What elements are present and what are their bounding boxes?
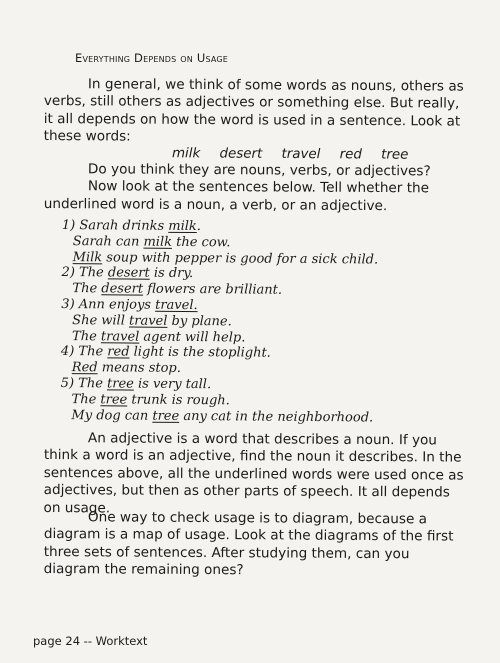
word-item: red [339, 147, 362, 163]
diagram-paragraph [44, 509, 470, 581]
word-item: travel [281, 146, 321, 163]
underlined-word: milk [143, 234, 173, 250]
underlined-word: red [107, 344, 130, 360]
word-item: desert [219, 146, 263, 162]
sentence: Milk soup with pepper is good for a sick child. [72, 249, 379, 268]
intro-paragraph [44, 76, 470, 148]
instruction-text: Now look at the sentences below. Tell whether the underlined word is a noun, a verb, or an adjective. [43, 178, 430, 214]
underlined-word: Red [71, 360, 98, 376]
section-heading: Everything Depends on Usage [75, 51, 229, 65]
underlined-word: milk [168, 218, 197, 235]
adjective-paragraph [43, 430, 470, 520]
underlined-word: Milk [72, 249, 103, 265]
sentence: 5) The tree is very tall. [60, 375, 212, 393]
sentence: 3) Ann enjoys travel. [61, 296, 198, 314]
sentence: My dog can tree any cat in the neighborhood. [71, 407, 374, 426]
underlined-word: travel [128, 313, 168, 329]
sentence: 4) The red light is the stoplight. [60, 344, 271, 362]
underlined-word: tree [100, 392, 128, 408]
underlined-word: desert [107, 265, 150, 282]
sentence: 1) Sarah drinks milk. [61, 218, 202, 235]
adjective-text: An adjective is a word that describes a noun. If you think a word is an adjective, find the noun it describes. In the sentences above, all the underlined words were used once as adjectives, but then as other parts of speech. It all depends on usage. [43, 430, 464, 517]
intro-text: In general, we think of some words as nouns, others as verbs, still others as adjectives or something else. But really, it all depends on how the word is used in a sentence. Look at these words: [43, 76, 464, 145]
sentence: The tree trunk is rough. [71, 391, 230, 409]
word-item: tree [381, 147, 409, 163]
sentence: 2) The desert is dry. [61, 265, 194, 282]
underlined-word: tree [152, 408, 180, 424]
word-item: milk [171, 146, 201, 162]
sentence: Sarah can milk the cow. [72, 233, 231, 251]
underlined-word: travel. [155, 297, 198, 314]
diagram-text: One way to check usage is to diagram, because a diagram is a map of usage. Look at the diagrams of the first three sets of sentences. After studying them, can you diagram the remaining ones? [43, 509, 454, 579]
word-list [172, 146, 423, 163]
question-block [44, 161, 470, 216]
sentence: Red means stop. [71, 360, 181, 377]
underlined-word: tree [106, 376, 134, 392]
underlined-word: travel [100, 328, 140, 345]
sentence: She will travel by plane. [72, 312, 232, 330]
question-text: Do you think they are nouns, verbs, or adjectives? [87, 161, 431, 180]
sentence: The travel agent will help. [72, 328, 246, 346]
page-footer: page 24 -- Worktext [33, 634, 148, 648]
sentence: The desert flowers are brilliant. [72, 281, 283, 298]
sentence-list [60, 218, 462, 426]
underlined-word: desert [101, 281, 144, 297]
